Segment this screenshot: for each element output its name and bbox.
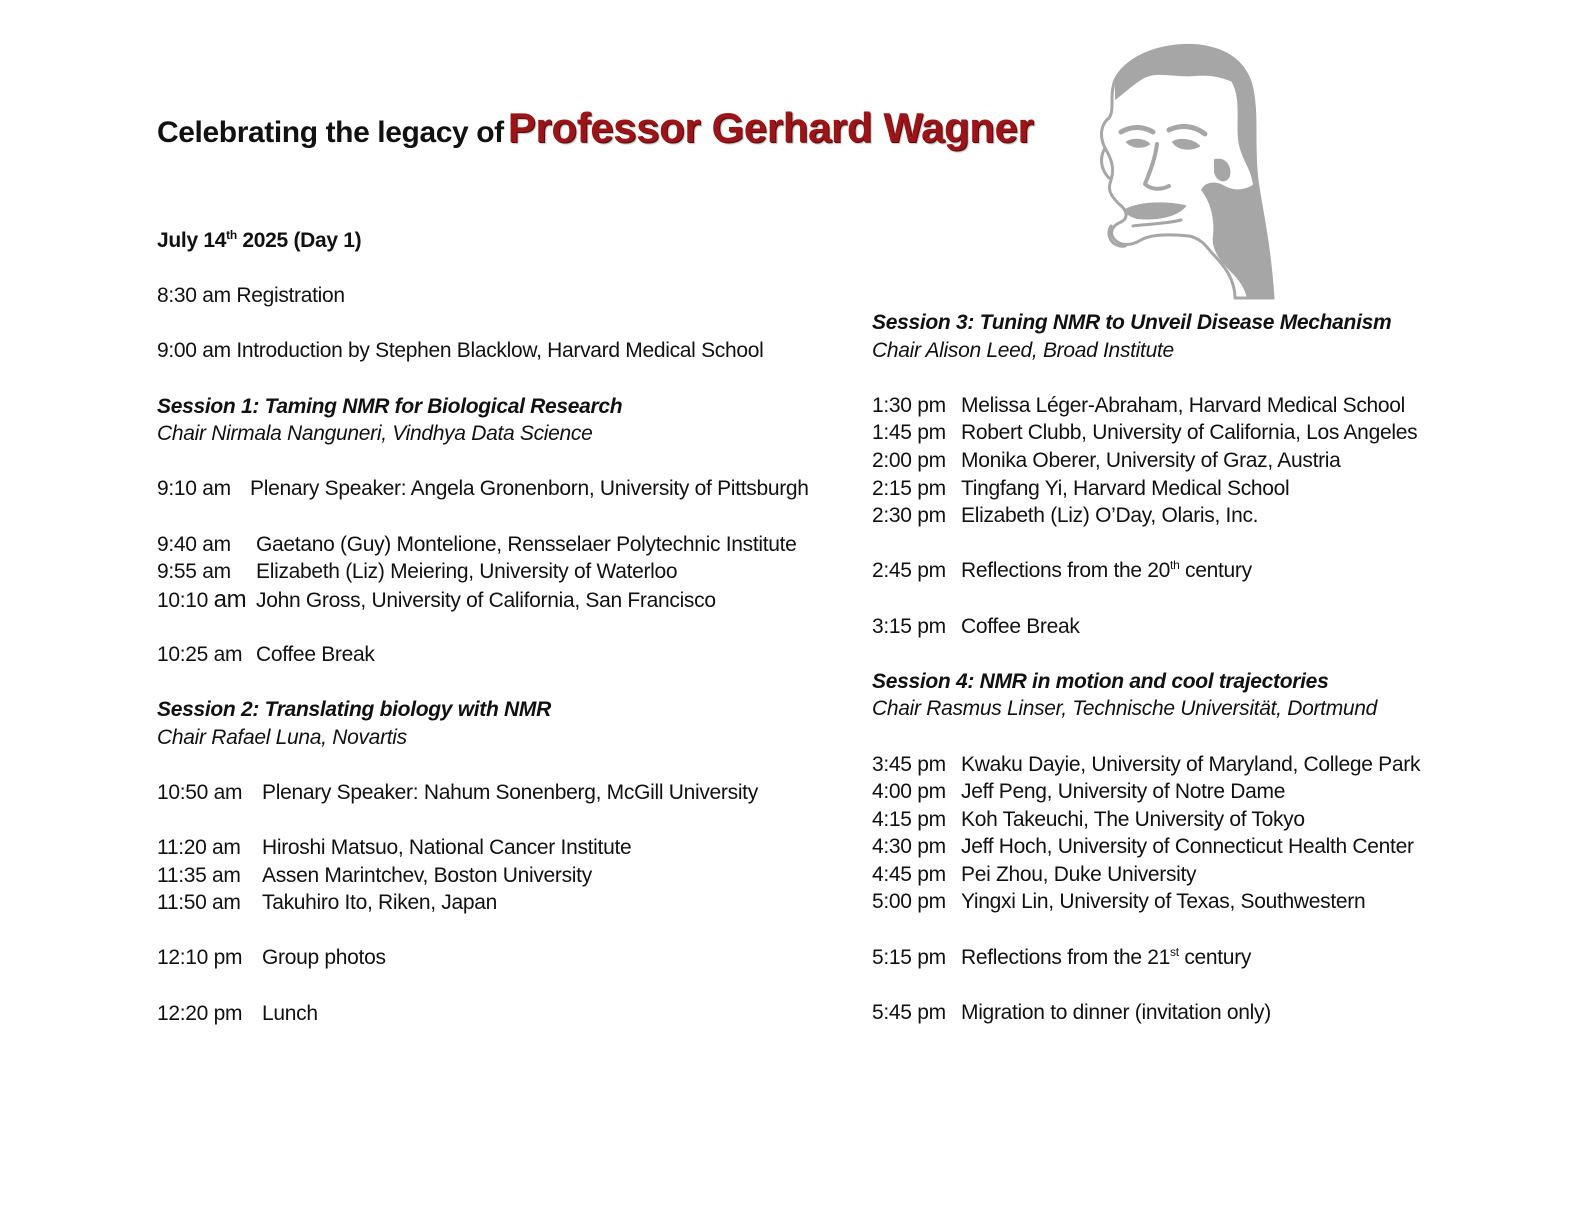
agenda-item: 9:55 am Elizabeth (Liz) Meiering, University of Waterloo bbox=[157, 560, 678, 584]
day-year: 2025 (Day 1) bbox=[236, 229, 362, 252]
agenda-item-dinner: 5:45 pm Migration to dinner (invitation only) bbox=[872, 1000, 1271, 1024]
session-2-plenary: 10:50 am Plenary Speaker: Nahum Sonenberg, McGill University bbox=[157, 780, 758, 804]
agenda-item: 4:45 pm Pei Zhou, Duke University bbox=[872, 862, 1197, 886]
agenda-item: 4:15 pm Koh Takeuchi, The University of Tokyo bbox=[872, 807, 1305, 831]
agenda-item: 3:45 pm Kwaku Dayie, University of Maryland, College Park bbox=[872, 752, 1421, 776]
agenda-item: 1:30 pm Melissa Léger-Abraham, Harvard Medical School bbox=[872, 393, 1406, 417]
session-1-plenary: 9:10 am Plenary Speaker: Angela Gronenborn, University of Pittsburgh bbox=[157, 477, 809, 501]
session-3-title: Session 3: Tuning NMR to Unveil Disease Mechanism bbox=[872, 311, 1392, 334]
agenda-item: 2:15 pm Tingfang Yi, Harvard Medical School bbox=[872, 476, 1290, 500]
agenda-item: 4:30 pm Jeff Hoch, University of Connecticut Health Center bbox=[872, 835, 1414, 859]
agenda-item: 10:10 am John Gross, University of California, San Francisco bbox=[157, 585, 716, 613]
session-2-title: Session 2: Translating biology with NMR bbox=[157, 698, 551, 722]
agenda-item-coffee-break: 10:25 am Coffee Break bbox=[157, 642, 375, 666]
agenda-item: 9:40 am Gaetano (Guy) Montelione, Rensselaer Polytechnic Institute bbox=[157, 532, 797, 556]
agenda-item: 2:00 pm Monika Oberer, University of Graz, Austria bbox=[872, 448, 1341, 472]
agenda-item-reflections-20th: 2:45 pm Reflections from the 20th century bbox=[872, 558, 1252, 583]
session-1-title: Session 1: Taming NMR for Biological Research bbox=[157, 394, 623, 418]
agenda-item-coffee-break: 3:15 pm Coffee Break bbox=[872, 614, 1080, 638]
agenda-item-introduction: 9:00 am Introduction by Stephen Blacklow, Harvard Medical School bbox=[157, 339, 764, 363]
day-label: July 14 bbox=[157, 229, 227, 252]
session-1-chair: Chair Nirmala Nanguneri, Vindhya Data Science bbox=[157, 422, 593, 446]
portrait-sketch-icon bbox=[1085, 40, 1305, 302]
agenda-item: 11:35 am Assen Marintchev, Boston University bbox=[157, 863, 592, 887]
session-3-chair: Chair Alison Leed, Broad Institute bbox=[872, 338, 1174, 362]
session-2-chair: Chair Rafael Luna, Novartis bbox=[157, 725, 407, 749]
title-prefix: Celebrating the legacy of bbox=[157, 116, 504, 149]
agenda-item: 11:20 am Hiroshi Matsuo, National Cancer Institute bbox=[157, 836, 632, 860]
schedule-right-column bbox=[872, 309, 1562, 1026]
agenda-item: 4:00 pm Jeff Peng, University of Notre Dame bbox=[872, 780, 1286, 804]
agenda-item: 1:45 pm Robert Clubb, University of California, Los Angeles bbox=[872, 421, 1418, 445]
honoree-name: Professor Gerhard Wagner bbox=[507, 104, 1034, 151]
day-heading bbox=[157, 227, 847, 255]
agenda-item-lunch: 12:20 pm Lunch bbox=[157, 1001, 318, 1025]
agenda-item-registration: 8:30 am Registration bbox=[157, 284, 345, 308]
agenda-item: 2:30 pm Elizabeth (Liz) O’Day, Olaris, Inc. bbox=[872, 504, 1259, 528]
page-title bbox=[157, 104, 1033, 152]
day-ordinal-suffix: th bbox=[226, 228, 237, 242]
session-4-title: Session 4: NMR in motion and cool trajectories bbox=[872, 669, 1329, 693]
agenda-item-group-photos: 12:10 pm Group photos bbox=[157, 946, 386, 970]
agenda-item: 5:00 pm Yingxi Lin, University of Texas, Southwestern bbox=[872, 890, 1366, 914]
agenda-item: 11:50 am Takuhiro Ito, Riken, Japan bbox=[157, 891, 498, 915]
agenda-item-reflections-21st: 5:15 pm Reflections from the 21st century bbox=[872, 944, 1252, 969]
session-4-chair: Chair Rasmus Linser, Technische Universität, Dortmund bbox=[872, 697, 1378, 721]
schedule-left-column bbox=[157, 227, 847, 1027]
